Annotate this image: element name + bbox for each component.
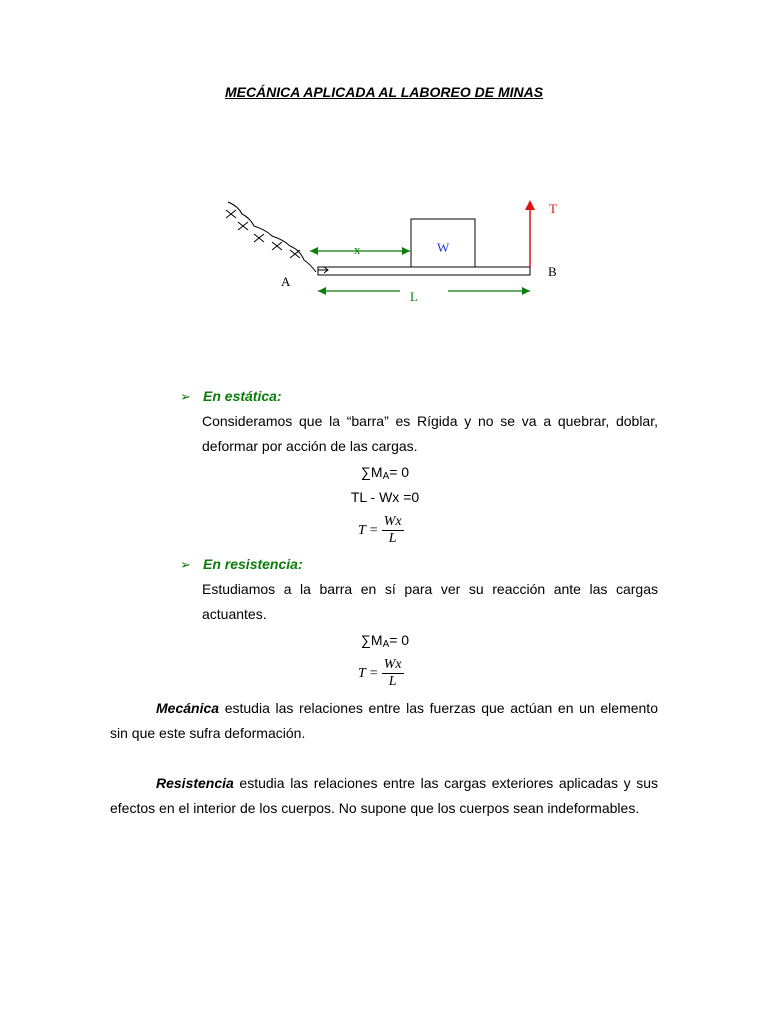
- bullet-icon: ➢: [180, 557, 191, 572]
- l-dimension: [318, 287, 530, 295]
- paragraph-resistencia: Resistencia estudia las relaciones entre las cargas exteriores aplicadas y sus efectos en el interior de los cuerpos. No supone que los cuerpos sean indeformables.: [110, 775, 658, 816]
- rock-hatch: [226, 210, 300, 258]
- equation-moment-sum: $\sum M_A= 0$: [360, 464, 410, 482]
- label-l: L: [410, 289, 418, 304]
- label-t: T: [549, 201, 557, 216]
- label-a: A: [281, 274, 291, 289]
- section-text-estatica: Consideramos que la “barra” es Rígida y no se va a quebrar, doblar, deformar por acción de las cargas.: [202, 413, 658, 454]
- rock-wall: [228, 202, 316, 272]
- paragraph-mecanica: Mecánica estudia las relaciones entre las fuerzas que actúan en un elemento sin que este sufra deformación.: [110, 700, 658, 741]
- beam-diagram: [210, 190, 570, 320]
- equation-balance: TL - Wx =0: [350, 489, 420, 505]
- beam: [318, 267, 530, 275]
- label-x: x: [354, 242, 361, 257]
- bullet-icon: ➢: [180, 389, 191, 404]
- equation-fraction: T = $\frac{Wx}{L}$: [358, 514, 402, 546]
- section-heading-resistencia: En resistencia:: [203, 556, 303, 572]
- label-w: W: [437, 240, 450, 255]
- equation-moment-sum: $\sum M_A= 0$: [360, 632, 410, 650]
- section-heading-estatica: En estática:: [203, 388, 282, 404]
- t-force-arrow: [525, 200, 535, 267]
- equation-fraction: T = $\frac{Wx}{L}$: [358, 657, 402, 689]
- section-text-resistencia: Estudiamos a la barra en sí para ver su reacción ante las cargas actuantes.: [202, 581, 658, 622]
- page-title: MECÁNICA APLICADA AL LABOREO DE MINAS: [224, 84, 544, 100]
- label-b: B: [548, 264, 557, 279]
